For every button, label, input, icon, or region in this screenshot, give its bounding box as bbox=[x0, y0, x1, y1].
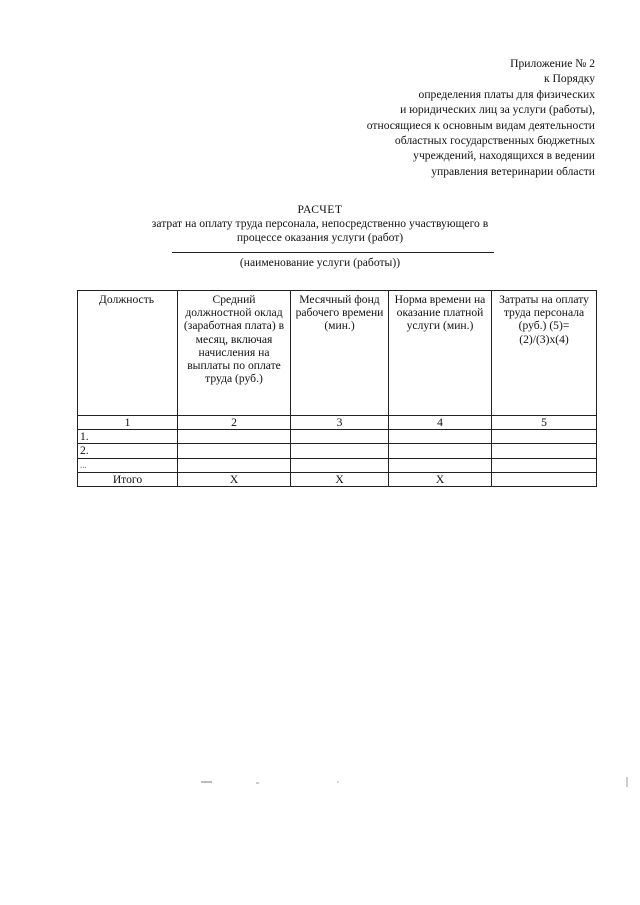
table-cell bbox=[178, 430, 291, 444]
appendix-line: управления ветеринарии области bbox=[431, 164, 595, 178]
table-cell bbox=[291, 430, 389, 444]
column-number-row bbox=[78, 416, 597, 430]
table-row bbox=[78, 458, 597, 472]
column-number: 2 bbox=[178, 416, 291, 430]
column-header-salary: Средний должностной оклад (заработная плата) в месяц, включая начисления на выплаты по оплате труда (руб.) bbox=[178, 291, 291, 416]
column-number: 4 bbox=[389, 416, 492, 430]
total-cell: X bbox=[389, 472, 492, 486]
service-name-caption: (наименование услуги (работы)) bbox=[239, 256, 401, 269]
title-line: затрат на оплату труда персонала, непосредственно участвующего в bbox=[151, 217, 489, 230]
title-line: процессе оказания услуги (работ) bbox=[236, 231, 404, 244]
appendix-line: Приложение № 2 bbox=[510, 57, 595, 70]
calculation-table bbox=[77, 290, 597, 487]
table-cell bbox=[389, 458, 492, 472]
column-header-time-norm: Норма времени на оказание платной услуги (мин.) bbox=[389, 291, 492, 416]
row-number: 2. bbox=[78, 444, 178, 458]
row-number: 1. bbox=[78, 430, 178, 444]
column-header-costs: Затраты на оплату труда персонала (руб.) (5)=(2)/(3)x(4) bbox=[492, 291, 597, 416]
title-heading: РАСЧЕТ bbox=[297, 203, 343, 216]
column-header-position: Должность bbox=[78, 291, 178, 416]
total-cell: X bbox=[291, 472, 389, 486]
table-row bbox=[78, 430, 597, 444]
column-number: 5 bbox=[492, 416, 597, 430]
appendix-line: областных государственных бюджетных bbox=[394, 134, 595, 148]
row-number: ... bbox=[78, 458, 178, 472]
appendix-line: учреждений, находящихся в ведении bbox=[413, 149, 595, 163]
table-cell bbox=[291, 458, 389, 472]
column-header-work-time: Месячный фонд рабочего времени (мин.) bbox=[291, 291, 389, 416]
total-cell: X bbox=[178, 472, 291, 486]
table-cell bbox=[291, 444, 389, 458]
scan-artifacts bbox=[0, 775, 640, 795]
appendix-line: относящиеся к основным видам деятельности bbox=[366, 118, 595, 132]
total-label: Итого bbox=[78, 472, 178, 486]
column-number: 1 bbox=[78, 416, 178, 430]
table-cell bbox=[492, 458, 597, 472]
column-number: 3 bbox=[291, 416, 389, 430]
table-cell bbox=[178, 444, 291, 458]
table-cell bbox=[178, 458, 291, 472]
appendix-line: к Порядку bbox=[544, 72, 595, 86]
appendix-line: и юридических лиц за услуги (работы), bbox=[400, 103, 595, 117]
table-cell bbox=[389, 444, 492, 458]
total-row bbox=[78, 472, 597, 486]
table-cell bbox=[389, 430, 492, 444]
table-row bbox=[78, 444, 597, 458]
appendix-block bbox=[367, 56, 595, 179]
total-cell bbox=[492, 472, 597, 486]
service-name-line bbox=[172, 252, 494, 253]
document-title bbox=[0, 203, 640, 245]
appendix-line: определения платы для физических bbox=[418, 87, 595, 101]
table-header-row bbox=[78, 291, 597, 416]
table-cell bbox=[492, 444, 597, 458]
table-cell bbox=[492, 430, 597, 444]
